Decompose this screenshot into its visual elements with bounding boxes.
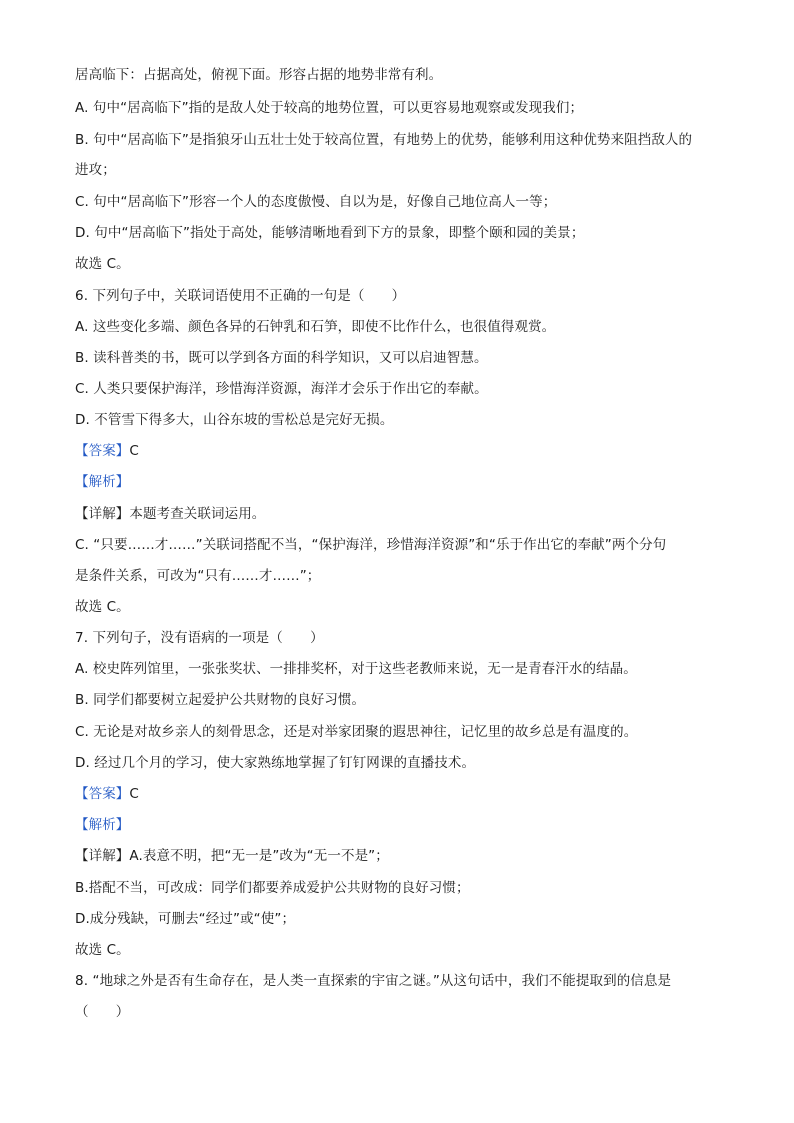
- q6-detail-tag: 【详解】: [75, 506, 130, 522]
- q7-option-a: A. 校史阵列馆里，一张张奖状、一排排奖杯，对于这些老教师来说，无一是青春汗水的结晶。: [75, 661, 637, 677]
- q6-analysis-tag: [75, 471, 725, 493]
- q5-option-d-analysis: D. 句中“居高临下”指处于高处，能够清晰地看到下方的景象，即整个颐和园的美景；: [75, 225, 585, 241]
- q6-detail-text: 本题考查关联词运用。: [129, 506, 266, 522]
- q6-explain-line2: 是条件关系，可改为“只有……才……”；: [75, 568, 321, 584]
- q7-option-d: D. 经过几个月的学习，使大家熟练地掌握了钉钉网课的直播技术。: [75, 755, 476, 771]
- q5-option-c-analysis: C. 句中“居高临下”形容一个人的态度傲慢、自以为是，好像自己地位高人一等；: [75, 194, 557, 210]
- q6-option-d: D. 不管雪下得多大，山谷东坡的雪松总是完好无损。: [75, 412, 394, 428]
- q7-detail: [75, 845, 725, 867]
- q6-answer-tag: 【答案】: [75, 443, 130, 459]
- q5-conclusion: 故选 C。: [75, 256, 130, 272]
- q6-conclusion: 故选 C。: [75, 599, 130, 615]
- q6-option-a: A. 这些变化多端、颜色各异的石钟乳和石笋，即使不比作什么，也很值得观赏。: [75, 319, 556, 335]
- q5-option-a-analysis: A. 句中“居高临下”指的是敌人处于较高的地势位置，可以更容易地观察或发现我们；: [75, 100, 584, 116]
- q7-option-c: C. 无论是对故乡亲人的刻骨思念，还是对举家团聚的遐思神往，记忆里的故乡总是有温度的。: [75, 724, 638, 740]
- q7-option-b: B. 同学们都要树立起爱护公共财物的良好习惯。: [75, 692, 366, 708]
- q7-detail-text: A.表意不明，把“无一是”改为“无一不是”；: [129, 848, 389, 864]
- q8-stem-line2: （ ）: [75, 1004, 130, 1020]
- q7-explain-d: D.成分残缺，可删去“经过”或“使”；: [75, 911, 296, 927]
- q7-conclusion: 故选 C。: [75, 942, 130, 958]
- q5-option-b-analysis-line2: 进攻；: [75, 162, 116, 178]
- q7-detail-tag: 【详解】: [75, 848, 130, 864]
- q5-option-b-analysis-line1: B. 句中“居高临下”是指狼牙山五壮士处于较高位置，有地势上的优势，能够利用这种优势来阻挡敌人的: [75, 132, 693, 148]
- q7-analysis-label: 【解析】: [75, 817, 130, 833]
- q6-option-c: C. 人类只要保护海洋，珍惜海洋资源，海洋才会乐于作出它的奉献。: [75, 381, 488, 397]
- q7-answer-value: C: [129, 786, 139, 802]
- q7-stem: 7. 下列句子，没有语病的一项是（ ）: [75, 630, 324, 646]
- q6-explain-line1: C. “只要……才……”关联词搭配不当，“保护海洋，珍惜海洋资源”和“乐于作出它的奉献”两个分句: [75, 537, 667, 553]
- q6-detail: [75, 503, 725, 525]
- q6-answer-value: C: [129, 443, 139, 459]
- q6-stem: 6. 下列句子中，关联词语使用不正确的一句是（ ）: [75, 288, 406, 304]
- q6-answer: [75, 440, 725, 462]
- q7-analysis-tag: [75, 814, 725, 836]
- q7-answer-tag: 【答案】: [75, 786, 130, 802]
- q7-explain-b: B.搭配不当，可改成：同学们都要养成爱护公共财物的良好习惯；: [75, 880, 470, 896]
- q6-analysis-label: 【解析】: [75, 474, 130, 490]
- q6-option-b: B. 读科普类的书，既可以学到各方面的科学知识，又可以启迪智慧。: [75, 350, 488, 366]
- q5-definition: 居高临下：占据高处，俯视下面。形容占据的地势非常有利。: [75, 67, 443, 83]
- q8-stem-line1: 8. “地球之外是否有生命存在，是人类一直探索的宇宙之谜。”从这句话中，我们不能提取到的信息是: [75, 973, 672, 989]
- q7-answer: [75, 783, 725, 805]
